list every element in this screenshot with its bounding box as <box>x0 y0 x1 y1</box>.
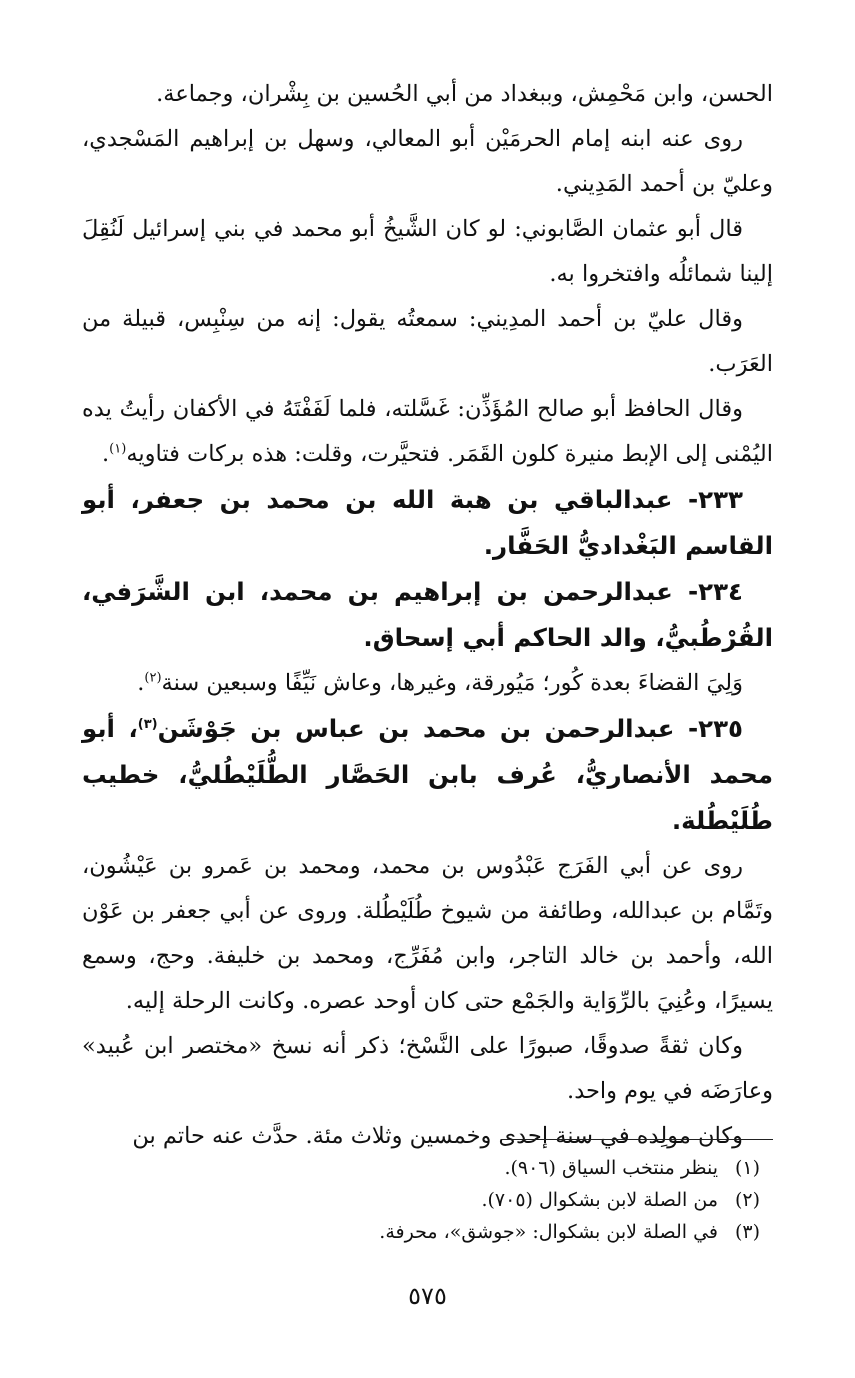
footnotes <box>82 1152 760 1248</box>
footnote-number: (٢) <box>734 1189 760 1211</box>
footnote-number: (٣) <box>734 1221 760 1243</box>
paragraph-text: وَلِيَ القضاءَ بعدة كُور؛ مَيُورقة، وغيرها، وعاش نَيِّفًا وسبعين سنة <box>161 670 743 696</box>
paragraph-end: . <box>102 441 110 467</box>
paragraph: وكان ثقةً صدوقًا، صبورًا على النَّسْخ؛ ذكر أنه نسخ «مختصر ابن عُبيد» وعارَضَه في يوم واحد. <box>82 1033 773 1104</box>
page-number: ٥٧٥ <box>408 1282 447 1310</box>
footnote-number: (١) <box>734 1157 760 1179</box>
footnote <box>82 1184 760 1216</box>
footnote-ref: (٣) <box>137 716 158 732</box>
paragraph: وكان مولِده في سنة إحدى وخمسين وثلاث مئة. حدَّث عنه حاتم بن <box>132 1123 743 1149</box>
main-text <box>82 72 773 1159</box>
paragraph: روى عنه ابنه إمام الحرمَيْن أبو المعالي، وسهل بن إبراهيم المَسْجدي، وعليّ بن أحمد المَدِيني. <box>82 126 773 197</box>
footnote-text: في الصلة لابن بشكوال: «جوشق»، محرفة. <box>379 1221 718 1243</box>
paragraph: روى عن أبي الفَرَج عَبْدُوس بن محمد، ومحمد بن عَمرو بن عَيْشُون، وتَمَّام بن عبدالله، وطائفة من شيوخ طُلَيْطُلة. وروى عن أبي جعفر بن عَوْن الله، وأحمد بن خالد التاجر، وابن مُفَرِّج، ومحمد بن خليفة. وحج، وسمع يسيرًا، وعُنِيَ بالرِّوَاية والجَمْع حتى كان أوحد عصره. وكانت الرحلة إليه. <box>82 853 773 1014</box>
entry-heading-234: ٢٣٤- عبدالرحمن بن إبراهيم بن محمد، ابن الشَّرَفي، القُرْطُبيُّ، والد الحاكم أبي إسحاق. <box>82 577 773 652</box>
footnote-divider <box>501 1139 773 1140</box>
footnote-ref: (١) <box>109 441 127 457</box>
footnote-text: ينظر منتخب السياق (٩٠٦). <box>504 1157 718 1179</box>
heading-text: ٢٣٥- عبدالرحمن بن محمد بن عباس بن جَوْشَن <box>157 714 744 743</box>
paragraph-end: . <box>137 670 145 696</box>
footnote <box>82 1152 760 1184</box>
footnote-text: من الصلة لابن بشكوال (٧٠٥). <box>481 1189 718 1211</box>
footnote-ref: (٢) <box>144 670 162 686</box>
paragraph: قال أبو عثمان الصَّابوني: لو كان الشَّيخُ أبو محمد في بني إسرائيل لَنُقِلَ إلينا شمائلُه وافتخروا به. <box>82 216 773 287</box>
paragraph <box>82 387 773 477</box>
heading-text-cont: ، أبو محمد الأنصاريُّ، عُرف بابن الحَصَّار الطُّلَيْطُليُّ، خطيب طُلَيْطُلة. <box>82 714 773 835</box>
footnote <box>82 1216 760 1248</box>
entry-heading-235 <box>82 706 773 844</box>
entry-heading-233: ٢٣٣- عبدالباقي بن هبة الله بن محمد بن جعفر، أبو القاسم البَغْداديُّ الحَفَّار. <box>82 485 773 560</box>
paragraph: الحسن، وابن مَحْمِش، وببغداد من أبي الحُسين بن بِشْران، وجماعة. <box>156 81 773 107</box>
paragraph-text: وقال الحافظ أبو صالح المُؤَذِّن: غَسَّلته، فلما لَفَفْتَهُ في الأكفان رأيتُ يده اليُمْنى إلى الإبط منيرة كلون القَمَر. فتحيَّرت، وقلت: هذه بركات فتاويه <box>82 396 773 467</box>
paragraph <box>82 661 773 706</box>
paragraph: وقال عليّ بن أحمد المدِيني: سمعتُه يقول: إنه من سِنْبِس، قبيلة من العَرَب. <box>82 306 773 377</box>
